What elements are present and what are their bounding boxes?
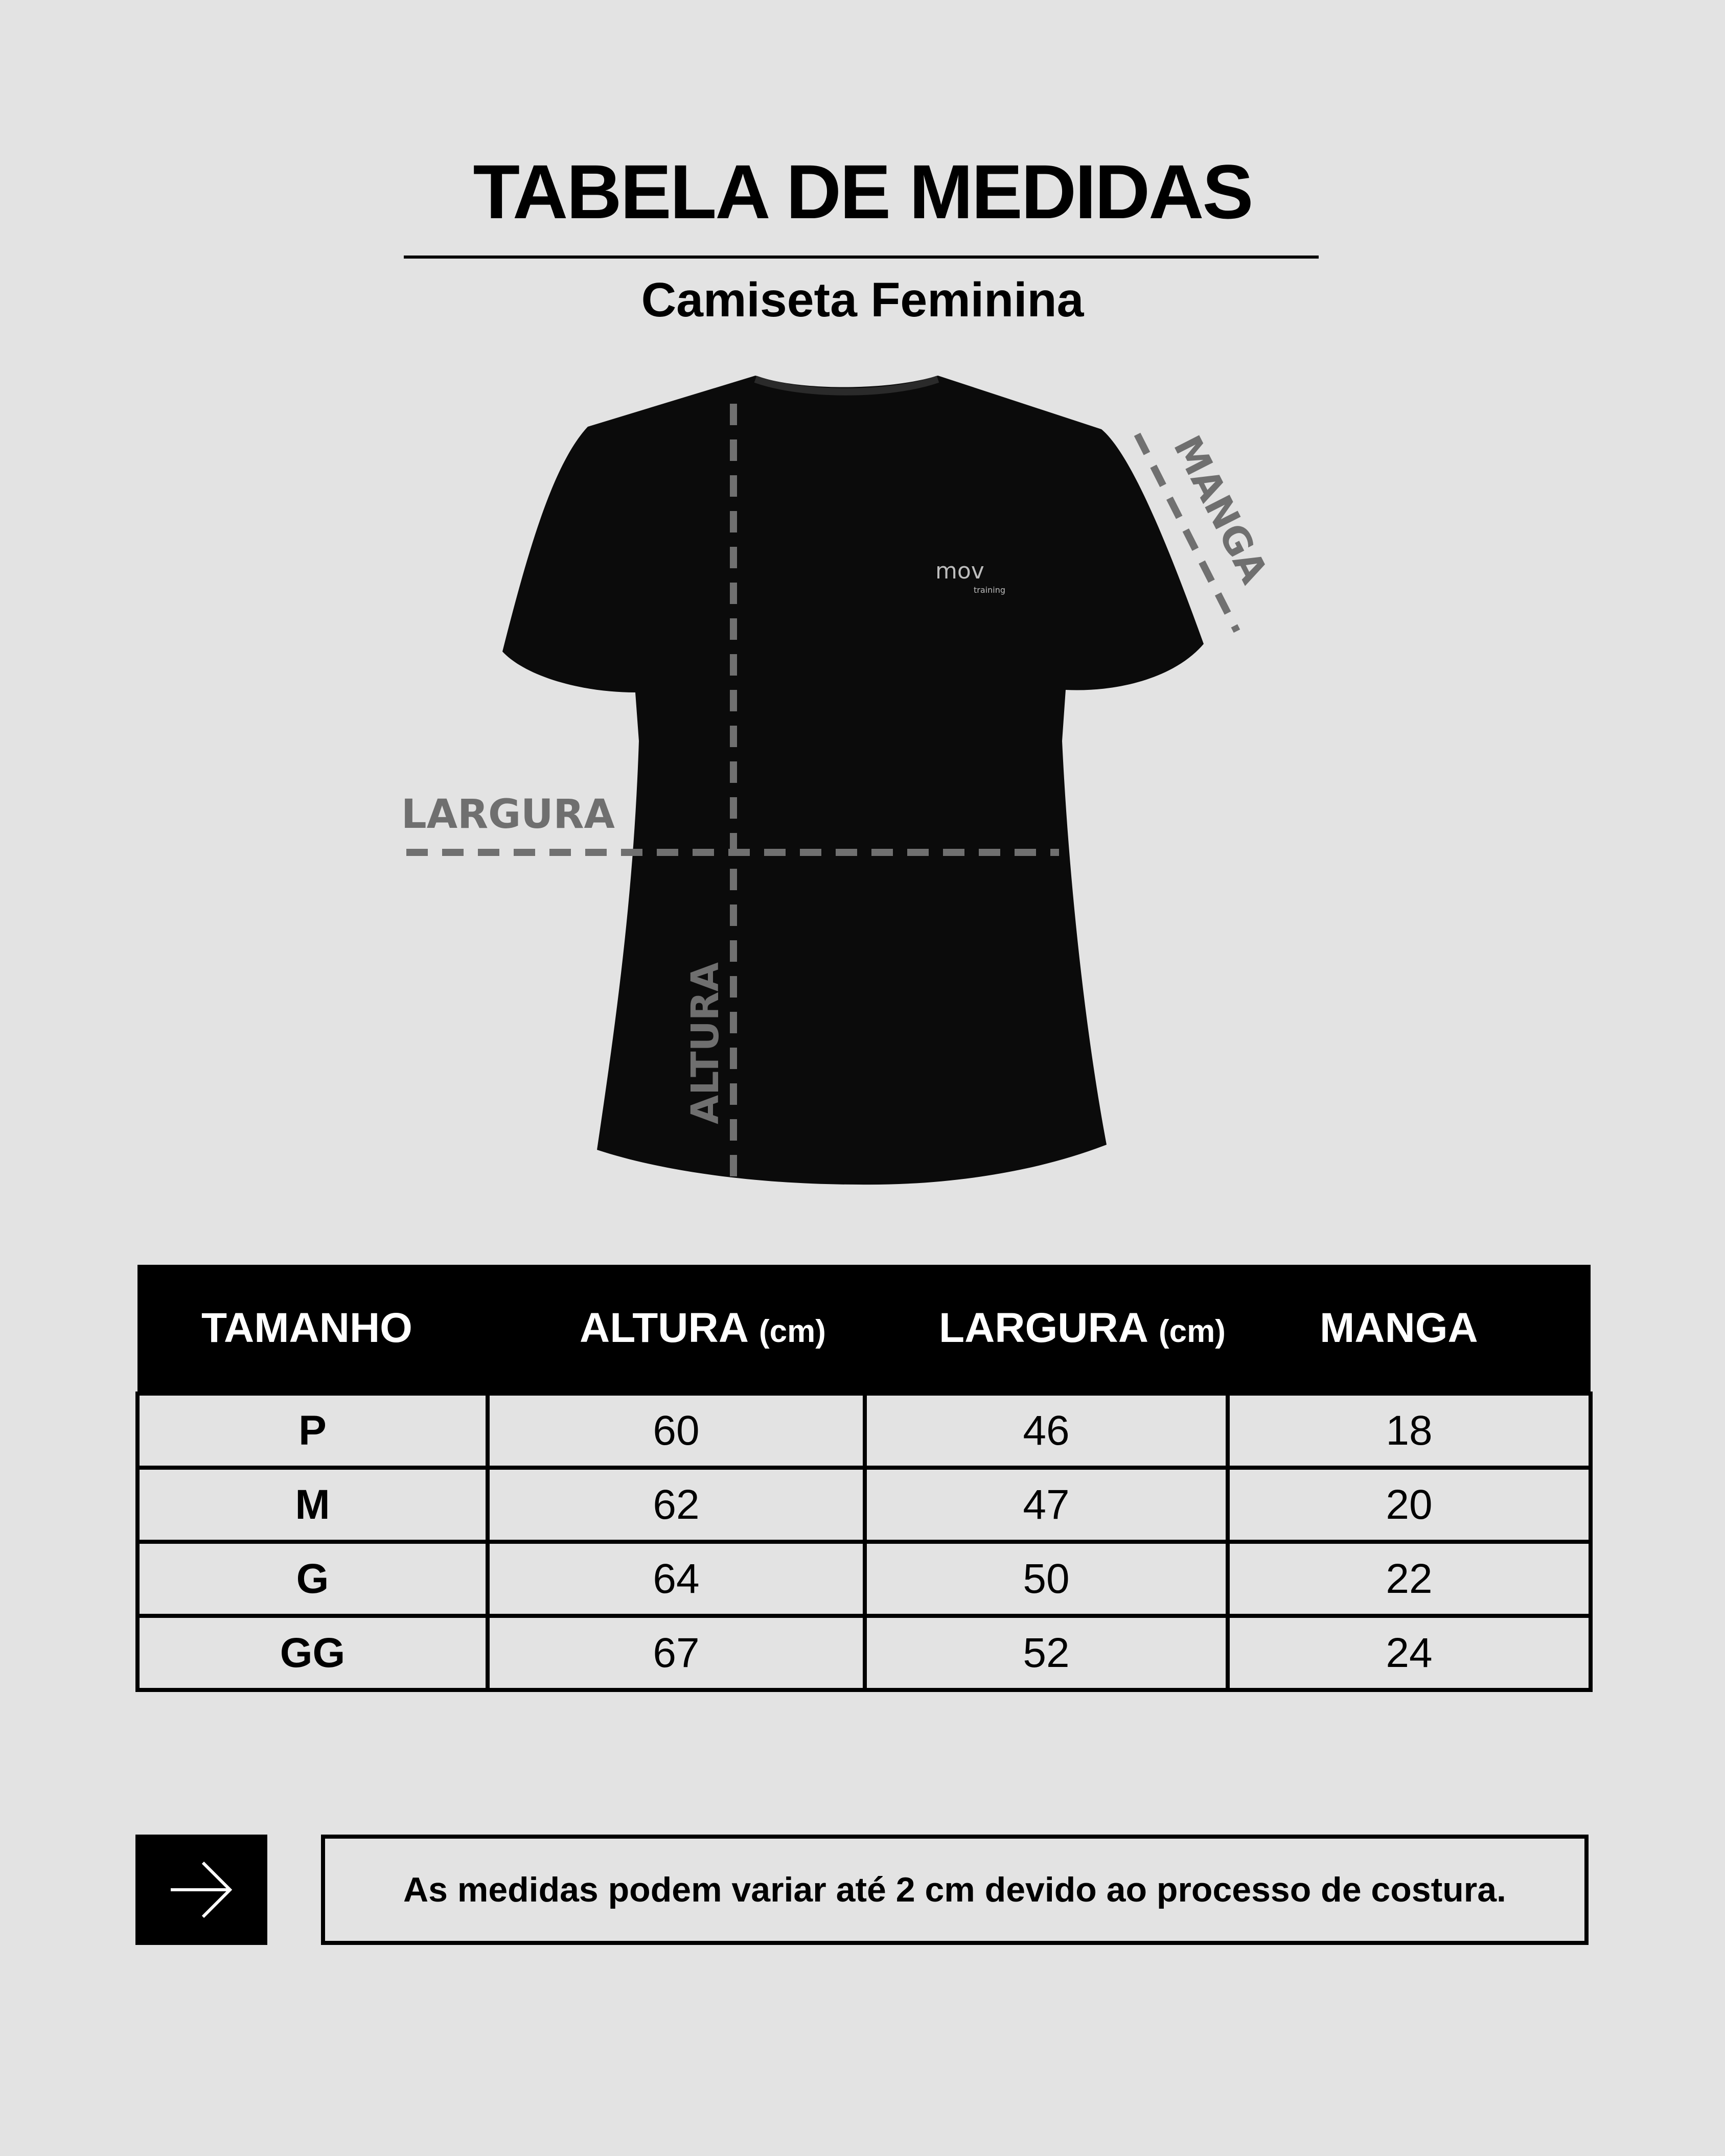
altura-cell: 62 <box>488 1468 865 1542</box>
manga-cell: 24 <box>1228 1616 1591 1690</box>
table-header-row <box>137 1265 1591 1394</box>
note-arrow-box <box>135 1835 267 1945</box>
header-tamanho: TAMANHO <box>137 1265 488 1394</box>
table-row <box>137 1542 1591 1616</box>
altura-cell: 64 <box>488 1542 865 1616</box>
manga-label: MANGA <box>1164 429 1276 591</box>
page-title: TABELA DE MEDIDAS <box>473 149 1252 235</box>
size-cell: GG <box>137 1616 488 1690</box>
arrow-right-icon <box>168 1857 235 1923</box>
table-row <box>137 1468 1591 1542</box>
largura-cell: 47 <box>865 1468 1228 1542</box>
tshirt-image <box>502 376 1204 1185</box>
header-altura: ALTURA (cm) <box>488 1265 865 1394</box>
largura-cell: 52 <box>865 1616 1228 1690</box>
manga-cell: 22 <box>1228 1542 1591 1616</box>
brand-logo-subtext: training <box>974 585 1005 595</box>
table-row <box>137 1616 1591 1690</box>
page-subtitle: Camiseta Feminina <box>641 273 1084 327</box>
altura-cell: 60 <box>488 1394 865 1468</box>
largura-cell: 50 <box>865 1542 1228 1616</box>
measurement-note-text: As medidas podem variar até 2 cm devido ao processo de costura. <box>403 1870 1506 1909</box>
table-row <box>137 1394 1591 1468</box>
manga-cell: 18 <box>1228 1394 1591 1468</box>
size-cell: G <box>137 1542 488 1616</box>
size-cell: M <box>137 1468 488 1542</box>
size-cell: P <box>137 1394 488 1468</box>
size-table <box>135 1265 1593 1692</box>
manga-cell: 20 <box>1228 1468 1591 1542</box>
header-manga: MANGA <box>1228 1265 1591 1394</box>
header-largura: LARGURA (cm) <box>865 1265 1228 1394</box>
largura-label: LARGURA <box>401 792 615 838</box>
altura-label: ALTURA <box>683 962 727 1124</box>
brand-logo: mov <box>935 558 984 584</box>
altura-cell: 67 <box>488 1616 865 1690</box>
measurement-note-box <box>321 1835 1589 1945</box>
largura-cell: 46 <box>865 1394 1228 1468</box>
